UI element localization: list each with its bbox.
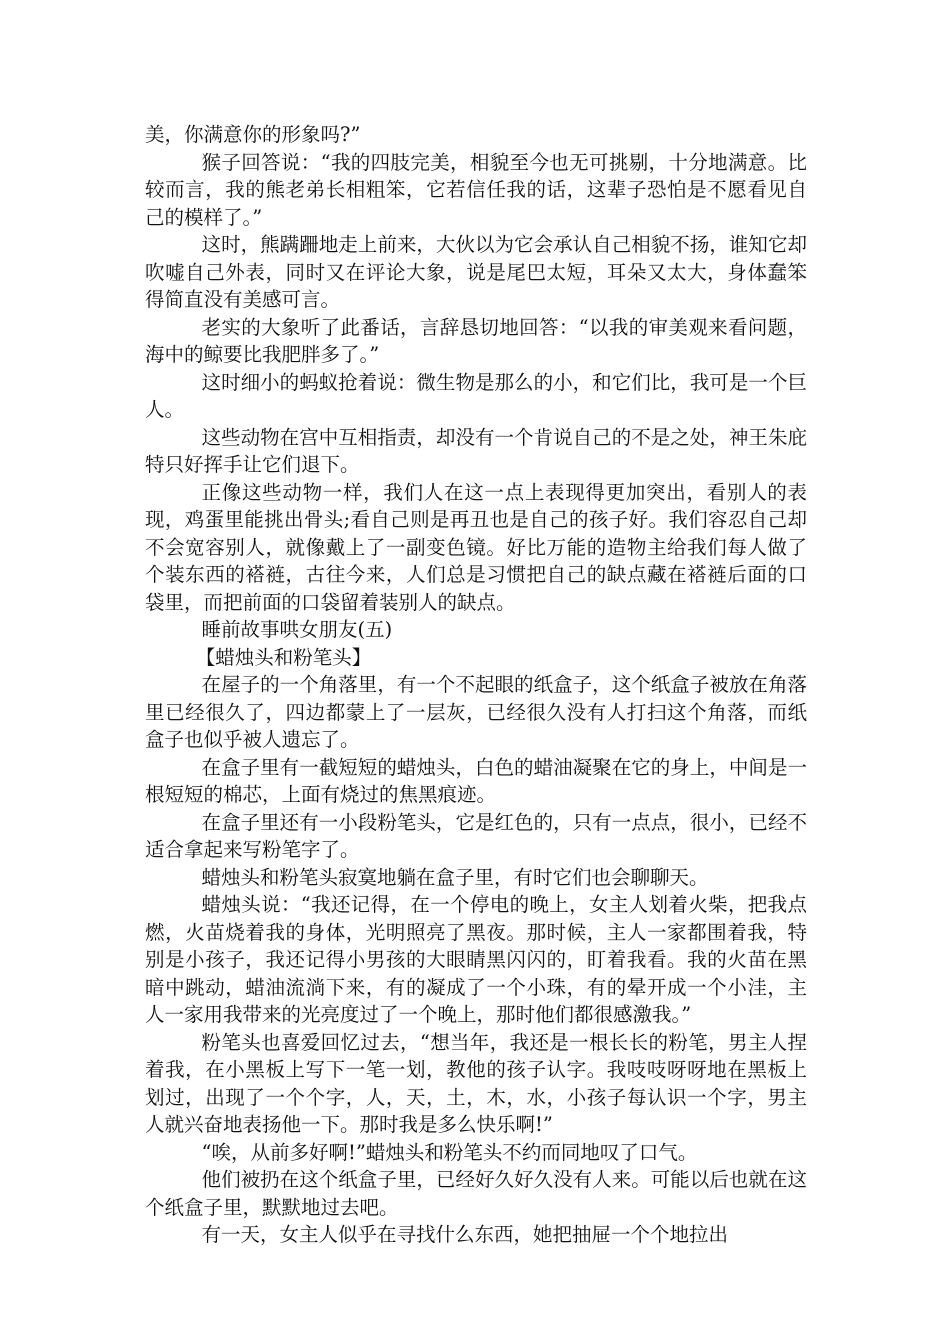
paragraph-candle-stub: 在盒子里有一截短短的蜡烛头，白色的蜡油凝聚在它的身上，中间是一根短短的棉芯，上面有烧过的焦黑痕迹。 [145,755,807,806]
paragraph-monkey-answer: 猴子回答说：“我的四肢完美，相貌至今也无可挑剔，十分地满意。比较而言，我的熊老弟长相粗笨，它若信任我的话，这辈子恐怕是不愿看见自己的模样了。” [145,150,807,229]
paragraph-paper-box: 在屋子的一个角落里，有一个不起眼的纸盒子，这个纸盒子被放在角落里已经很久了，四边都蒙上了一层灰，已经很久没有人打扫这个角落，而纸盒子也似乎被人遗忘了。 [145,673,807,751]
paragraph-bear: 这时，熊蹒跚地走上前来，大伙以为它会承认自己相貌不扬，谁知它却吹嘘自己外表，同时又在评论大象，说是尾巴太短，耳朵又太大，身体蠢笨得简直没有美感可言。 [145,233,807,311]
paragraph-sigh: “唉，从前多好啊!”蜡烛头和粉笔头不约而同地叹了口气。 [201,1140,698,1164]
story-title: 【蜡烛头和粉笔头】 [195,645,372,669]
document-body [145,121,807,1249]
paragraph-jupiter: 这些动物在宫中互相指责，却没有一个肯说自己的不是之处，神王朱庇特只好挥手让它们退下。 [145,425,807,476]
paragraph-lonely: 蜡烛头和粉笔头寂寞地躺在盒子里，有时它们也会聊聊天。 [201,865,709,889]
paragraph-one-day: 有一天，女主人似乎在寻找什么东西，她把抽屉一个个地拉出 [201,1223,729,1246]
paragraph-continuation: 美，你满意你的形象吗?” [145,123,361,146]
paragraph-elephant: 老实的大象听了此番话，言辞恳切地回答：“以我的审美观来看问题，海中的鲸要比我肥胖多了。” [145,315,807,366]
paragraph-chalk-memory: 粉笔头也喜爱回忆过去，“想当年，我还是一根长长的粉笔，男主人捏着我，在小黑板上写下一笔一划，教他的孩子认字。我吱吱呀呀地在黑板上划过，出现了一个个字，人，天，土，木，水，小孩子每认识一个字，男主人就兴奋地表扬他一下。那时我是多么快乐啊!” [145,1030,807,1136]
paragraph-chalk-stub: 在盒子里还有一小段粉笔头，它是红色的，只有一点点，很小，已经不适合拿起来写粉笔字了。 [145,810,807,861]
paragraph-candle-memory: 蜡烛头说：“我还记得，在一个停电的晚上，女主人划着火柴，把我点燃，火苗烧着我的身体，光明照亮了黑夜。那时候，主人一家都围着我，特别是小孩子，我还记得小男孩的大眼睛黑闪闪的，盯着我看。我的火苗在黑暗中跳动，蜡油流淌下来，有的凝成了一个小珠，有的晕开成一个小洼，主人一家用我带来的光亮度过了一个晚上，那时他们都很感激我。” [145,893,807,1026]
section-heading: 睡前故事哄女朋友(五) [201,618,393,641]
paragraph-forgotten: 他们被扔在这个纸盒子里，已经好久好久没有人来。可能以后也就在这个纸盒子里，默默地过去吧。 [145,1168,807,1219]
paragraph-moral: 正像这些动物一样，我们人在这一点上表现得更加突出，看别人的表现，鸡蛋里能挑出骨头;看自己则是再丑也是自己的孩子好。我们容忍自己却不会宽容别人，就像戴上了一副变色镜。好比万能的造物主给我们每人做了个装东西的褡裢，古往今来，人们总是习惯把自己的缺点藏在褡裢后面的口袋里，而把前面的口袋留着装别人的缺点。 [145,480,807,614]
paragraph-ant: 这时细小的蚂蚁抢着说：微生物是那么的小，和它们比，我可是一个巨人。 [145,370,807,421]
